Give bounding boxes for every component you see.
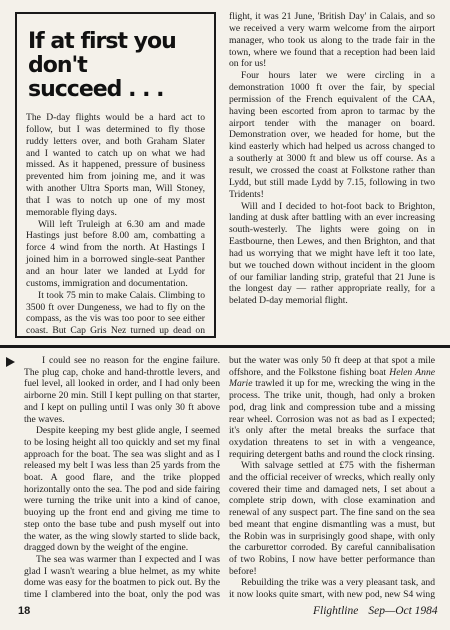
box-paragraph: Will left Truleigh at 6.30 am and made Hastings just before 8.00 am, combatting a force 4 wind from the north. At Hastings I joined him in a borrowed single-seat Panther and an hour later we landed at Lydd for customs, immigration and documentation. — [26, 218, 205, 289]
continuation-paragraph: Will and I decided to hot-foot back to Brighton, landing at dusk after battling with an ever increasing south-westerly. The lights were going on in Eastbourne, then Lewes, and then Brighton, and that had us worrying that we might have left it too late, but we touched down without incident in the gloom of our familiar landing strip, grateful that 21 June is the longest day — rather appropriate really, for a belated D-day memorial flight. — [229, 200, 435, 307]
issue-date: Sep—Oct 1984 — [368, 605, 438, 617]
body-column-right — [229, 355, 435, 600]
article-headline — [28, 30, 205, 102]
continuation-paragraph: flight, it was 21 June, 'British Day' in Calais, and so we received a very warm welcome from the airport manager, who took us along to the trade fair in the town, where we found that a reception had been laid on for us! — [229, 11, 435, 70]
body-paragraph: Rebuilding the trike was a very pleasant task, and it now looks quite smart, with new pod, new S4 wing — [229, 577, 435, 600]
headline-line-2: succeed . . . — [28, 77, 164, 102]
continuation-paragraph: Four hours later we were circling in a demonstration 1000 ft over the fair, by special permission of the French equivalent of the CAA, having been escorted from apron to tarmac by the airport tender with the manager on board. Demonstration over, we headed for home, but the kind easterly which had helped us across changed to a southerly at 3000 ft and blew us off course. As a result, we crossed the coast at Folkstone rather than Lydd, but still made Lydd by 7.15, following in two Tridents! — [229, 70, 435, 200]
magazine-title: Flightline — [313, 605, 359, 617]
section-divider — [0, 345, 450, 348]
body-paragraph: The sea was warmer than I expected and I was glad I wasn't wearing a blue helmet, as my white dome was easy for the boatmen to pick out. By the time I clambered into the boat, only the pod was — [24, 553, 220, 600]
page-number: 18 — [18, 605, 31, 617]
magazine-footer — [313, 604, 438, 618]
box-paragraph: It took 75 min to make Calais. Climbing to 3500 ft over Dungeness, we had to fly on the compass, as the vis was too poor to see either coast. But Cap Gris Nez turned up dead on — [26, 289, 205, 337]
body-paragraph: I could see no reason for the engine failure. The plug cap, choke and hand-throttle levers, and fuel level, all looked in order, and I had only been airborne 20 min. Still I kept pulling on that starter, and I kept on pulling until I was only 30 ft above the waves. — [24, 355, 220, 425]
paragraph-text: trawled it up for me, wrecking the wing in the process. The trike unit, though, had only a broken pod, drag link and compression tube and a missing rear wheel. Corrosion was not as bad as I expected; it's only after the metal breaks the surface that oxydation threatens to set in with a vengeance, requiring detergent baths and round the clock rinsing. — [229, 378, 435, 460]
headline-line-1: If at first you don't — [28, 29, 176, 78]
body-paragraph — [229, 355, 435, 460]
body-paragraph: Despite keeping my best glide angle, I seemed to be losing height all too quickly and set my final approach for the boat. The sea was slight and as I released my belt I was less than 25 yards from the boat. A good flare, and the trike plopped horizontally onto the sea. The pod and side fairing were turning the trike unit into a kind of canoe, buoying up the front end and giving me time to step onto the base tube and push myself out into the water, as the wing slowly started to slide back, dragged down by the weight of the engine. — [24, 425, 220, 554]
box-paragraph: The D-day flights would be a hard act to follow, but I was determined to fly those ruddy letters over, and both Graham Slater and I wanted to catch up on what we had missed. As it happened, pressure of business prevented him from joining me, and it was with another Ultra Sports man, Will Stoney, that I was to notch up one of my most memorable flying days. — [26, 112, 205, 218]
body-column-left — [24, 355, 220, 600]
boat-name: Helen Anne Marie — [229, 366, 435, 390]
boxed-article — [15, 12, 216, 338]
boxed-article-continuation — [229, 11, 435, 307]
body-paragraph: With salvage settled at £75 with the fisherman and the official receiver of wrecks, which really only covered their time and damaged nets, I set about a complete strip down, with close examination and renewal of any suspect part. The fine sand on the sea bed meant that engine dismantling was a must, but the Robin was in surprisingly good shape, with only the carburettor corroded. By careful cannibalisation of two Robins, I now have better performance than before! — [229, 460, 435, 577]
continuation-arrow-icon — [6, 357, 15, 367]
paragraph-text: but the water was only 50 ft deep at that spot a mile offshore, and the Folkstone fishing boat — [229, 355, 435, 378]
